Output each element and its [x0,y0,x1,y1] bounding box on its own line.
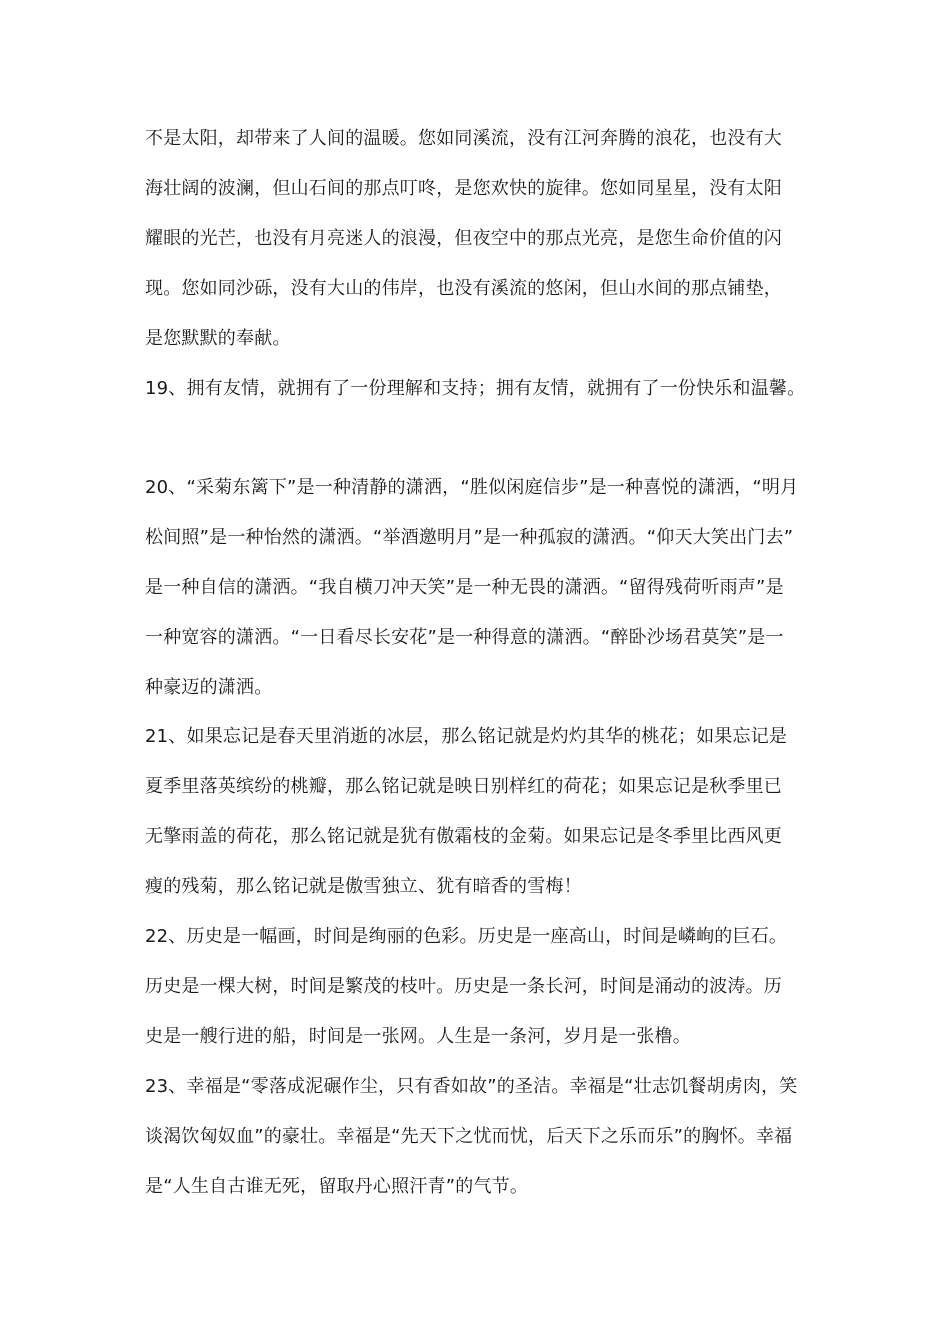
text-line: 现。您如同沙砾，没有大山的伟岸，也没有溪流的悠闲，但山水间的那点铺垫， [145,278,782,299]
paragraph-21: 21、如果忘记是春天里消逝的冰层，那么铭记就是灼灼其华的桃花；如果忘记是 [145,726,788,747]
text-line: 历史是一棵大树，时间是繁茂的枝叶。历史是一条长河，时间是涌动的波涛。历 [145,976,782,997]
text-line: 是“人生自古谁无死，留取丹心照汗青”的气节。 [145,1176,529,1197]
text-line: 瘦的残菊，那么铭记就是傲雪独立、犹有暗香的雪梅！ [145,876,582,897]
paragraph-20: 20、“采菊东篱下”是一种清静的潇洒，“胜似闲庭信步”是一种喜悦的潇洒，“明月 [145,477,799,498]
text-line: 史是一艘行进的船，时间是一张网。人生是一条河，岁月是一张橹。 [145,1026,691,1047]
text-line: 无擎雨盖的荷花，那么铭记就是犹有傲霜枝的金菊。如果忘记是冬季里比西风更 [145,826,782,847]
text-line: 海壮阔的波澜，但山石间的那点叮咚，是您欢快的旋律。您如同星星，没有太阳 [145,178,782,199]
paragraph-22: 22、历史是一幅画，时间是绚丽的色彩。历史是一座高山，时间是嶙峋的巨石。 [145,926,788,947]
text-line: 是您默默的奉献。 [145,328,291,349]
paragraph-23: 23、幸福是“零落成泥碾作尘，只有香如故”的圣洁。幸福是“壮志饥餐胡虏肉，笑 [145,1076,798,1097]
paragraph-19: 19、拥有友情，就拥有了一份理解和支持；拥有友情，就拥有了一份快乐和温馨。 [145,378,806,399]
text-line: 种豪迈的潇洒。 [145,677,273,698]
text-line: 谈渴饮匈奴血”的豪壮。幸福是“先天下之忧而忧，后天下之乐而乐”的胸怀。幸福 [145,1126,793,1147]
text-line: 夏季里落英缤纷的桃瓣，那么铭记就是映日别样红的荷花；如果忘记是秋季里已 [145,776,782,797]
text-line: 是一种自信的潇洒。“我自横刀冲天笑”是一种无畏的潇洒。“留得残荷听雨声”是 [145,577,784,598]
text-line: 松间照”是一种怡然的潇洒。“举酒邀明月”是一种孤寂的潇洒。“仰天大笑出门去” [145,527,794,548]
text-line: 不是太阳，却带来了人间的温暖。您如同溪流，没有江河奔腾的浪花，也没有大 [145,128,782,149]
text-line: 一种宽容的潇洒。“一日看尽长安花”是一种得意的潇洒。“醉卧沙场君莫笑”是一 [145,627,784,648]
text-line: 耀眼的光芒，也没有月亮迷人的浪漫，但夜空中的那点光亮，是您生命价值的闪 [145,228,782,249]
